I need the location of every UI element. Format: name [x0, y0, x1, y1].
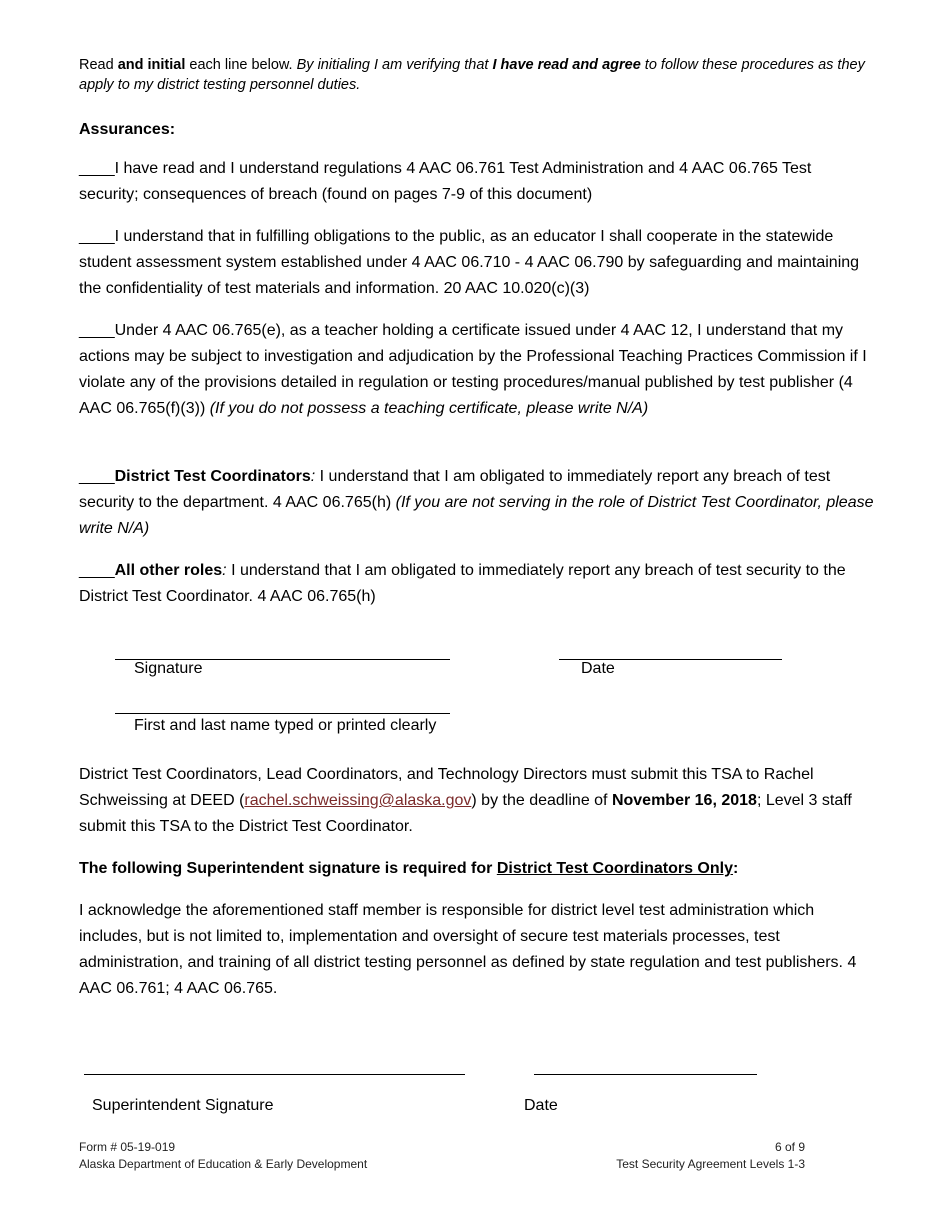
- superintendent-heading-suffix: :: [733, 860, 739, 877]
- printed-name-label: First and last name typed or printed clearly: [134, 717, 437, 734]
- assurance-text-2: I understand that in fulfilling obligations to the public, as an educator I shall cooperate in the statewide student assessment system established under 4 AAC 06.710 - 4 AAC 06.790 by safeguarding and maintaining the confidentiality of test materials and information. 20 AAC 10.020(c)(3): [79, 228, 860, 297]
- footer-doc-title: Test Security Agreement Levels 1-3: [616, 1157, 805, 1171]
- initial-blank-5[interactable]: ____: [79, 562, 115, 579]
- assurance-note-3: (If you do not possess a teaching certificate, please write N/A): [209, 400, 649, 417]
- submission-text-1: District Test Coordinators, Lead Coordinators, and Technology Directors must submit this TSA to Rachel Schweissing at DEED (: [79, 766, 814, 809]
- date-label: Date: [581, 660, 615, 677]
- role-all-other-roles: All other roles: [114, 562, 223, 579]
- intro-paragraph: [79, 55, 874, 95]
- footer-department: Alaska Department of Education & Early Development: [79, 1157, 368, 1171]
- superintendent-date-label: Date: [524, 1097, 558, 1114]
- assurance-text-4: I understand that I am obligated to immediately report any breach of test security to the department. 4 AAC 06.765(h): [79, 468, 831, 511]
- intro-by-initialing: By initialing I am verifying that: [296, 57, 493, 73]
- role-colon-5: :: [222, 562, 227, 579]
- initial-blank-3[interactable]: ____: [79, 322, 115, 339]
- superintendent-heading: [79, 856, 874, 882]
- intro-read: Read: [79, 57, 118, 73]
- role-district-test-coordinators: District Test Coordinators: [114, 468, 311, 485]
- assurance-text-3: Under 4 AAC 06.765(e), as a teacher holding a certificate issued under 4 AAC 12, I understand that my actions may be subject to investigation and adjudication by the Professional Teaching Practices Commission if I violate any of the provisions detailed in regulation or testing procedures/manual published by test publisher (4 AAC 06.765(f)(3)): [79, 322, 867, 417]
- initial-blank-2[interactable]: ____: [79, 228, 115, 245]
- assurance-item-2: [79, 224, 874, 302]
- assurance-note-4: (If you are not serving in the role of District Test Coordinator, please write N/A): [79, 494, 874, 537]
- superintendent-paragraph: I acknowledge the aforementioned staff member is responsible for district level test administration which includes, but is not limited to, implementation and oversight of secure test materials processes, test administration, and training of all district testing personnel as defined by state regulation and test publishers. 4 AAC 06.761; 4 AAC 06.765.: [79, 902, 857, 997]
- submission-paragraph: [79, 762, 874, 840]
- signature-label: Signature: [134, 660, 203, 677]
- intro-to-follow: to follow these procedures as they apply to my district testing personnel duties.: [79, 57, 865, 93]
- email-link[interactable]: rachel.schweissing@alaska.gov: [244, 792, 472, 809]
- superintendent-heading-underlined: District Test Coordinators Only: [496, 860, 733, 877]
- assurance-item-5: [79, 558, 874, 610]
- superintendent-date-line[interactable]: [534, 1074, 757, 1075]
- assurance-text-5: I understand that I am obligated to immediately report any breach of test security to the District Test Coordinator. 4 AAC 06.765(h): [79, 562, 846, 605]
- role-colon-4: :: [310, 468, 316, 485]
- deadline: November 16, 2018: [611, 792, 757, 809]
- assurance-item-3: [79, 318, 874, 422]
- initial-blank-4[interactable]: ____: [79, 468, 115, 485]
- footer-page-number: 6 of 9: [774, 1140, 805, 1154]
- submission-text-3: ; Level 3 staff submit this TSA to the District Test Coordinator.: [79, 792, 852, 835]
- initial-blank-1[interactable]: ____: [79, 160, 115, 177]
- superintendent-signature-line[interactable]: [84, 1074, 465, 1075]
- assurance-text-1: I have read and I understand regulations 4 AAC 06.761 Test Administration and 4 AAC 06.765 Test security; consequences of breach (found on pages 7-9 of this document): [79, 160, 812, 203]
- assurance-item-1: [79, 156, 874, 208]
- intro-and-initial: and initial: [117, 57, 186, 73]
- assurance-item-4: [79, 464, 874, 542]
- assurances-heading: Assurances:: [79, 121, 176, 138]
- intro-have-read-agree: I have read and agree: [492, 57, 641, 73]
- intro-each-line: each line below.: [185, 57, 297, 73]
- superintendent-signature-label: Superintendent Signature: [92, 1097, 274, 1114]
- submission-text-2: ) by the deadline of: [471, 792, 612, 809]
- printed-name-line[interactable]: [115, 713, 450, 714]
- superintendent-heading-prefix: The following Superintendent signature is required for: [79, 860, 497, 877]
- footer-form-number: Form # 05-19-019: [79, 1140, 176, 1154]
